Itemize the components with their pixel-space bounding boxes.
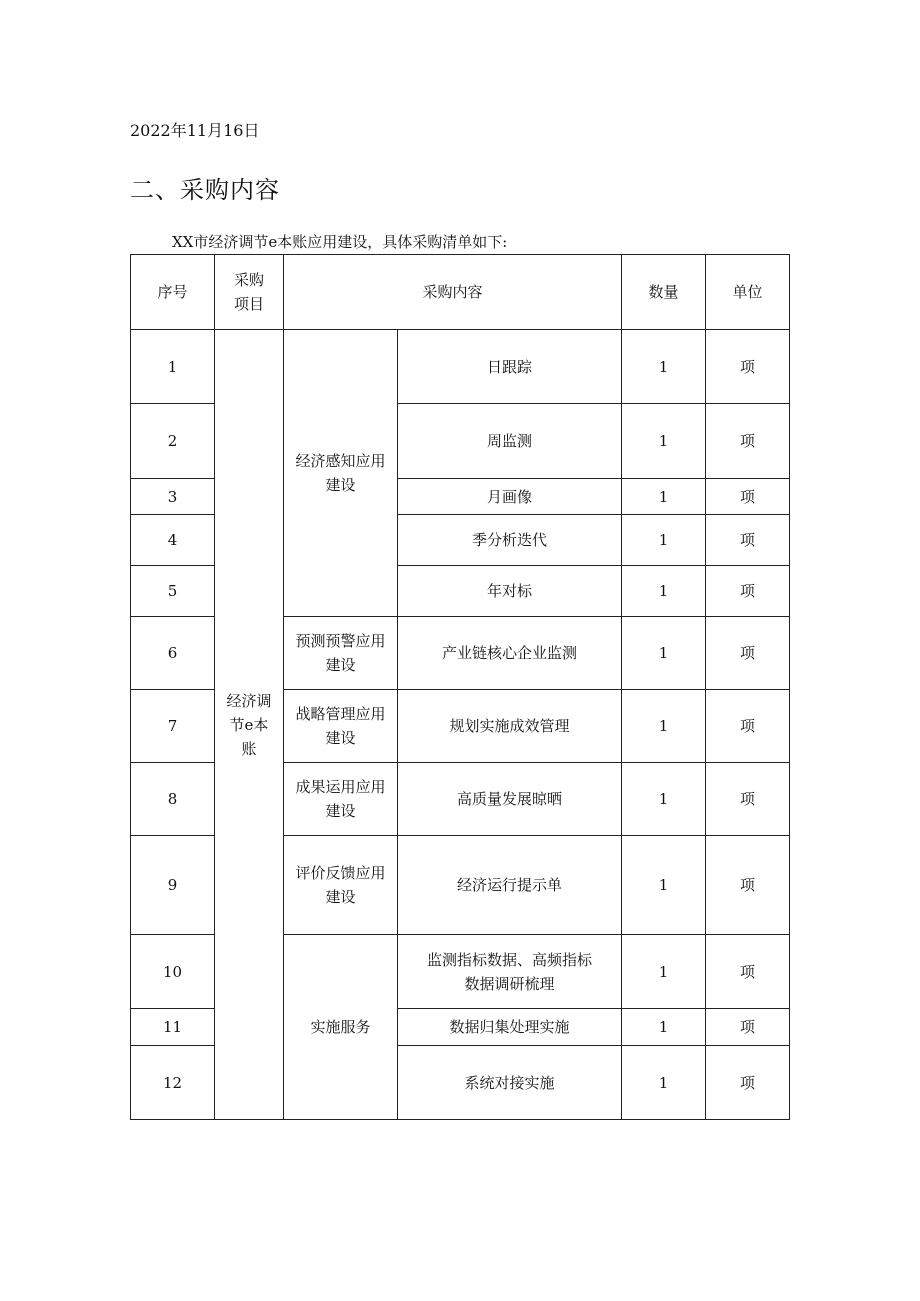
cell-unit: 项 [706, 566, 790, 617]
cell-group: 战略管理应用 建设 [284, 690, 398, 763]
cell-unit: 项 [706, 690, 790, 763]
cell-unit: 项 [706, 515, 790, 566]
cell-unit: 项 [706, 479, 790, 515]
cell-unit: 项 [706, 617, 790, 690]
cell-seq: 6 [131, 617, 215, 690]
cell-seq: 10 [131, 935, 215, 1009]
cell-seq: 7 [131, 690, 215, 763]
intro-text: XX市经济调节e本账应用建设，具体采购清单如下: [172, 233, 508, 251]
cell-qty: 1 [622, 617, 706, 690]
cell-group: 经济感知应用 建设 [284, 330, 398, 617]
header-qty: 数量 [622, 255, 706, 330]
cell-qty: 1 [622, 1046, 706, 1120]
section-heading: 二、采购内容 [130, 176, 280, 204]
cell-group: 成果运用应用 建设 [284, 763, 398, 836]
cell-unit: 项 [706, 836, 790, 935]
cell-qty: 1 [622, 404, 706, 479]
cell-project: 经济调 节e本 账 [215, 330, 284, 1120]
cell-seq: 9 [131, 836, 215, 935]
cell-seq: 4 [131, 515, 215, 566]
cell-content: 产业链核心企业监测 [398, 617, 622, 690]
cell-qty: 1 [622, 566, 706, 617]
procurement-table [130, 254, 790, 1120]
cell-content: 经济运行提示单 [398, 836, 622, 935]
table-row [131, 330, 790, 404]
header-project: 采购 项目 [215, 255, 284, 330]
cell-seq: 12 [131, 1046, 215, 1120]
cell-seq: 1 [131, 330, 215, 404]
cell-content: 日跟踪 [398, 330, 622, 404]
table-header-row [131, 255, 790, 330]
cell-content: 监测指标数据、高频指标 数据调研梳理 [398, 935, 622, 1009]
cell-qty: 1 [622, 935, 706, 1009]
cell-unit: 项 [706, 763, 790, 836]
cell-unit: 项 [706, 330, 790, 404]
cell-qty: 1 [622, 330, 706, 404]
cell-content: 系统对接实施 [398, 1046, 622, 1120]
document-date: 2022年11月16日 [130, 121, 260, 140]
cell-qty: 1 [622, 479, 706, 515]
cell-qty: 1 [622, 763, 706, 836]
header-content: 采购内容 [284, 255, 622, 330]
cell-content: 月画像 [398, 479, 622, 515]
cell-content: 季分析迭代 [398, 515, 622, 566]
cell-group: 评价反馈应用 建设 [284, 836, 398, 935]
cell-content: 年对标 [398, 566, 622, 617]
header-seq: 序号 [131, 255, 215, 330]
cell-seq: 11 [131, 1009, 215, 1046]
cell-content: 规划实施成效管理 [398, 690, 622, 763]
cell-unit: 项 [706, 1009, 790, 1046]
cell-seq: 3 [131, 479, 215, 515]
cell-qty: 1 [622, 836, 706, 935]
cell-unit: 项 [706, 935, 790, 1009]
cell-qty: 1 [622, 515, 706, 566]
cell-group: 预测预警应用 建设 [284, 617, 398, 690]
cell-seq: 5 [131, 566, 215, 617]
cell-content: 数据归集处理实施 [398, 1009, 622, 1046]
header-unit: 单位 [706, 255, 790, 330]
cell-seq: 2 [131, 404, 215, 479]
cell-qty: 1 [622, 690, 706, 763]
cell-unit: 项 [706, 1046, 790, 1120]
cell-qty: 1 [622, 1009, 706, 1046]
cell-group: 实施服务 [284, 935, 398, 1120]
cell-content: 周监测 [398, 404, 622, 479]
cell-unit: 项 [706, 404, 790, 479]
cell-seq: 8 [131, 763, 215, 836]
cell-content: 高质量发展晾晒 [398, 763, 622, 836]
